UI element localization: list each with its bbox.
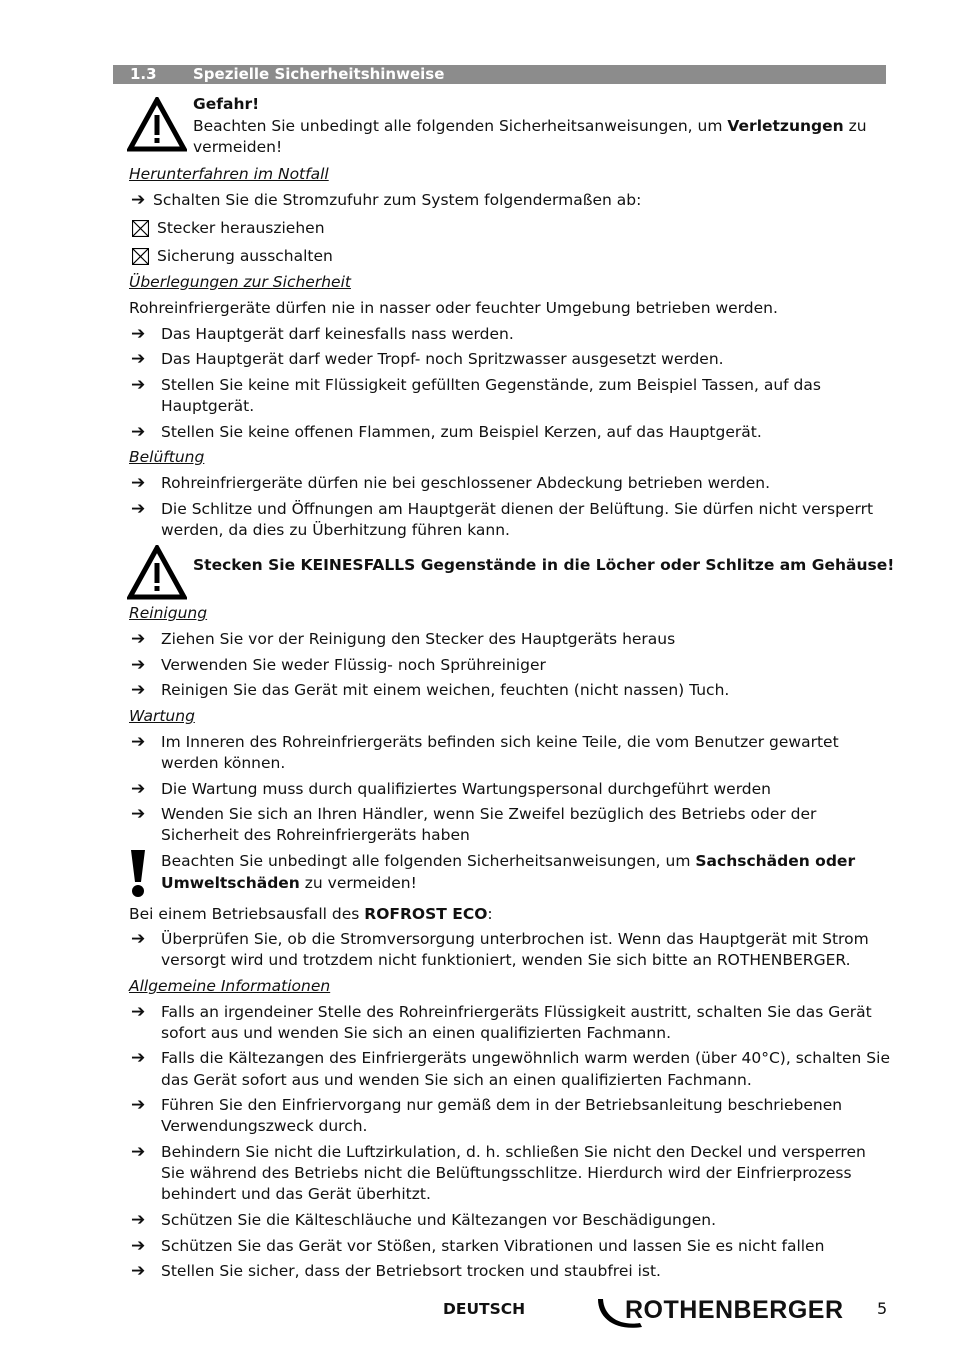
section-number: 1.3 — [130, 65, 157, 83]
arrow-icon: ➔ — [131, 1210, 146, 1230]
list-item-cont: Verwendungszweck durch. — [161, 1117, 368, 1135]
arrow-icon: ➔ — [131, 1236, 146, 1256]
arrow-icon: ➔ — [131, 375, 146, 395]
list-item: Stellen Sie sicher, dass der Betriebsort trocken und staubfrei ist. — [161, 1262, 661, 1280]
checkbox-x-icon — [132, 220, 149, 237]
heading-reinigung: Reinigung — [129, 604, 208, 622]
page-number: 5 — [877, 1299, 888, 1318]
list-item: Stellen Sie keine mit Flüssigkeit gefüllten Gegenstände, zum Beispiel Tassen, auf das — [161, 376, 821, 394]
list-item: Behindern Sie nicht die Luftzirkulation, d. h. schließen Sie nicht den Deckel und versperren — [161, 1143, 866, 1161]
exclamation-icon — [128, 850, 148, 898]
arrow-icon: ➔ — [131, 1048, 146, 1068]
brand-logo: ROTHENBERGER — [625, 1296, 844, 1324]
heading-notfall: Herunterfahren im Notfall — [129, 165, 329, 183]
list-item: Wenden Sie sich an Ihren Händler, wenn Sie Zweifel bezüglich des Betriebs oder der — [161, 805, 817, 823]
check-item: Stecker herausziehen — [157, 219, 325, 237]
list-item: Reinigen Sie das Gerät mit einem weichen, feuchten (nicht nassen) Tuch. — [161, 681, 730, 699]
notice-line2: Umweltschäden zu vermeiden! — [161, 874, 417, 892]
warning-triangle-icon — [127, 545, 187, 600]
danger-text-line2: vermeiden! — [193, 138, 283, 156]
arrow-icon: ➔ — [131, 680, 146, 700]
arrow-icon: ➔ — [131, 1261, 146, 1281]
heading-allgemein: Allgemeine Informationen — [129, 977, 331, 995]
arrow-icon: ➔ — [131, 629, 146, 649]
sicherheit-intro: Rohreinfriergeräte dürfen nie in nasser oder feuchter Umgebung betrieben werden. — [129, 299, 778, 317]
heading-sicherheit: Überlegungen zur Sicherheit — [129, 273, 351, 291]
list-item: Rohreinfriergeräte dürfen nie bei geschlossener Abdeckung betrieben werden. — [161, 474, 771, 492]
danger-text-line1: Beachten Sie unbedingt alle folgenden Sicherheitsanweisungen, um Verletzungen zu — [193, 117, 867, 135]
list-item: Das Hauptgerät darf weder Tropf- noch Spritzwasser ausgesetzt werden. — [161, 350, 724, 368]
list-item-cont: versorgt wird und trotzdem nicht funktioniert, wenden Sie sich bitte an ROTHENBERGER. — [161, 951, 851, 969]
betrieb-intro: Bei einem Betriebsausfall des ROFROST ECO: — [129, 905, 493, 923]
arrow-icon: ➔ — [131, 349, 146, 369]
section-header — [113, 65, 886, 84]
arrow-icon: ➔ — [131, 732, 146, 752]
list-item: Schützen Sie das Gerät vor Stößen, starken Vibrationen und lassen Sie es nicht fallen — [161, 1237, 825, 1255]
section-title: Spezielle Sicherheitshinweise — [193, 65, 445, 83]
list-item: Die Wartung muss durch qualifiziertes Wartungspersonal durchgeführt werden — [161, 780, 771, 798]
arrow-icon: ➔ — [131, 1002, 146, 1022]
list-item: Führen Sie den Einfriervorgang nur gemäß dem in der Betriebsanleitung beschriebenen — [161, 1096, 843, 1114]
footer-language: DEUTSCH — [443, 1300, 526, 1318]
arrow-icon: ➔ — [131, 473, 146, 493]
arrow-icon: ➔ — [131, 499, 146, 519]
list-item-cont: werden, da dies zu Überhitzung führen kann. — [161, 521, 510, 539]
list-item-cont: Hauptgerät. — [161, 397, 255, 415]
list-item-cont: werden können. — [161, 754, 286, 772]
checkbox-x-icon — [132, 248, 149, 265]
arrow-icon: ➔ — [131, 1095, 146, 1115]
check-item: Sicherung ausschalten — [157, 247, 333, 265]
list-item: Schützen Sie die Kälteschläuche und Kältezangen vor Beschädigungen. — [161, 1211, 717, 1229]
notice-line1: Beachten Sie unbedingt alle folgenden Sicherheitsanweisungen, um Sachschäden oder — [161, 852, 856, 870]
arrow-icon: ➔ — [131, 779, 146, 799]
notfall-intro: Schalten Sie die Stromzufuhr zum System folgendermaßen ab: — [153, 191, 642, 209]
list-item: Falls an irgendeiner Stelle des Rohreinfriergeräts Flüssigkeit austritt, schalten Sie das Gerät — [161, 1003, 872, 1021]
arrow-icon: ➔ — [131, 929, 146, 949]
arrow-icon: ➔ — [131, 1142, 146, 1162]
list-item: Das Hauptgerät darf keinesfalls nass werden. — [161, 325, 514, 343]
arrow-icon: ➔ — [131, 655, 146, 675]
list-item: Die Schlitze und Öffnungen am Hauptgerät dienen der Belüftung. Sie dürfen nicht versperrt — [161, 500, 874, 518]
heading-belueftung: Belüftung — [129, 448, 205, 466]
arrow-icon: ➔ — [131, 324, 146, 344]
list-item: Im Inneren des Rohreinfriergeräts befinden sich keine Teile, die vom Benutzer gewartet — [161, 733, 839, 751]
list-item-cont: Sicherheit des Rohreinfriergeräts haben — [161, 826, 470, 844]
arrow-icon: ➔ — [131, 190, 146, 210]
list-item-cont: behindert und das Gerät überhitzt. — [161, 1185, 431, 1203]
list-item: Stellen Sie keine offenen Flammen, zum Beispiel Kerzen, auf das Hauptgerät. — [161, 423, 762, 441]
list-item: Überprüfen Sie, ob die Stromversorgung unterbrochen ist. Wenn das Hauptgerät mit Strom — [161, 930, 869, 948]
list-item-cont: sofort aus und wenden Sie sich an einen qualifizierten Fachmann. — [161, 1024, 672, 1042]
warning-triangle-icon — [127, 97, 187, 152]
list-item: Ziehen Sie vor der Reinigung den Stecker des Hauptgeräts heraus — [161, 630, 676, 648]
list-item: Verwenden Sie weder Flüssig- noch Sprühreiniger — [161, 656, 546, 674]
list-item: Falls die Kältezangen des Einfriergeräts ungewöhnlich warm werden (über 40°C), schalten Sie — [161, 1049, 890, 1067]
arrow-icon: ➔ — [131, 804, 146, 824]
heading-wartung: Wartung — [129, 707, 195, 725]
list-item-cont: das Gerät sofort aus und wenden Sie sich an einen qualifizierten Fachmann. — [161, 1071, 752, 1089]
list-item-cont: Sie während des Betriebs nicht die Belüftungsschlitze. Hierdurch wird der Einfrierprozess — [161, 1164, 852, 1182]
arrow-icon: ➔ — [131, 422, 146, 442]
warning-objects-text: Stecken Sie KEINESFALLS Gegenstände in die Löcher oder Schlitze am Gehäuse! — [193, 556, 895, 574]
danger-title: Gefahr! — [193, 95, 260, 113]
